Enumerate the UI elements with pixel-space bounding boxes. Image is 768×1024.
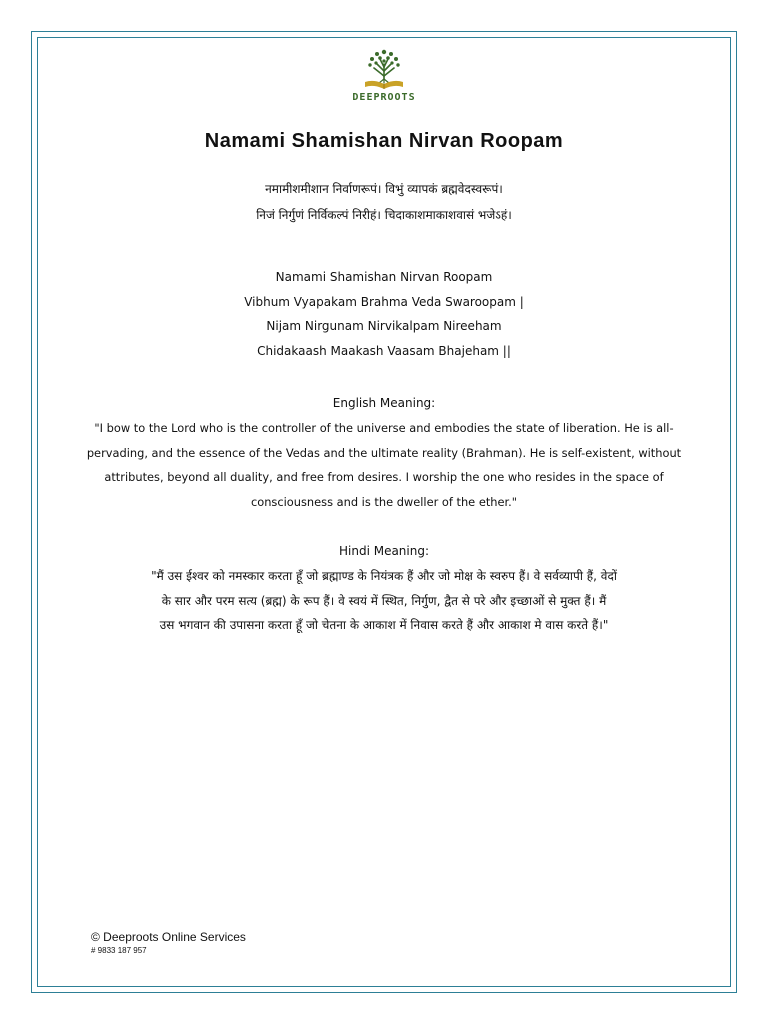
sanskrit-line: निजं निर्गुणं निर्विकल्पं निरीहं। चिदाकाशमाकाशवासं भजेऽहं। bbox=[256, 208, 512, 222]
transliteration-line: Chidakaash Maakash Vaasam Bhajeham || bbox=[257, 343, 511, 358]
transliteration-line: Vibhum Vyapakam Brahma Veda Swaroopam | bbox=[244, 294, 524, 309]
hindi-meaning-line: के सार और परम सत्य (ब्रह्म) के रूप हैं। वे स्वयं में स्थित, निर्गुण, द्वैत से परे और इच्छाओं से मुक्त हैं। मैं bbox=[161, 593, 607, 608]
transliteration-line: Namami Shamishan Nirvan Roopam bbox=[275, 270, 493, 284]
sanskrit-line: नमामीशमीशान निर्वाणरूपं। विभुं व्यापकं ब्रह्मवेदस्वरूपं। bbox=[265, 182, 503, 196]
english-meaning-text: "I bow to the Lord who is the controller of the universe and embodies the state of liberation. He is all-pervading, and the essence of the Vedas and the ultimate reality (Brahman). He is self-existent, without attributes, beyond all duality, and free from desires. I worship the one who resides in the space of consciousness and is the dweller of the ether." bbox=[86, 421, 682, 509]
hindi-meaning-heading: Hindi Meaning: bbox=[338, 544, 430, 558]
english-meaning-heading: English Meaning: bbox=[332, 396, 436, 410]
footer bbox=[91, 930, 246, 955]
deeproots-logo bbox=[334, 46, 434, 108]
footer-copyright: © Deeproots Online Services bbox=[91, 930, 246, 944]
tree-book-icon bbox=[362, 46, 406, 92]
transliteration-verse bbox=[80, 265, 688, 363]
hindi-meaning-line: उस भगवान की उपासना करता हूँ जो चेतना के आकाश में निवास करते हैं और आकाश मे वास करते हैं।" bbox=[159, 618, 609, 632]
hindi-meaning-line: "मैं उस ईश्वर को नमस्कार करता हूँ जो ब्रह्माण्ड के नियंत्रक हैं और जो मोक्ष के स्वरुप हैं। वे सर्वव्यापी हैं, वेदों bbox=[151, 569, 617, 583]
hindi-meaning-text bbox=[84, 564, 684, 638]
transliteration-line: Nijam Nirgunam Nirvikalpam Nireeham bbox=[266, 319, 502, 333]
logo-wordmark: DEEPROOTS bbox=[352, 92, 416, 103]
sanskrit-verse bbox=[80, 176, 688, 228]
footer-phone: # 9833 187 957 bbox=[91, 946, 147, 955]
page-title: Namami Shamishan Nirvan Roopam bbox=[204, 130, 564, 152]
